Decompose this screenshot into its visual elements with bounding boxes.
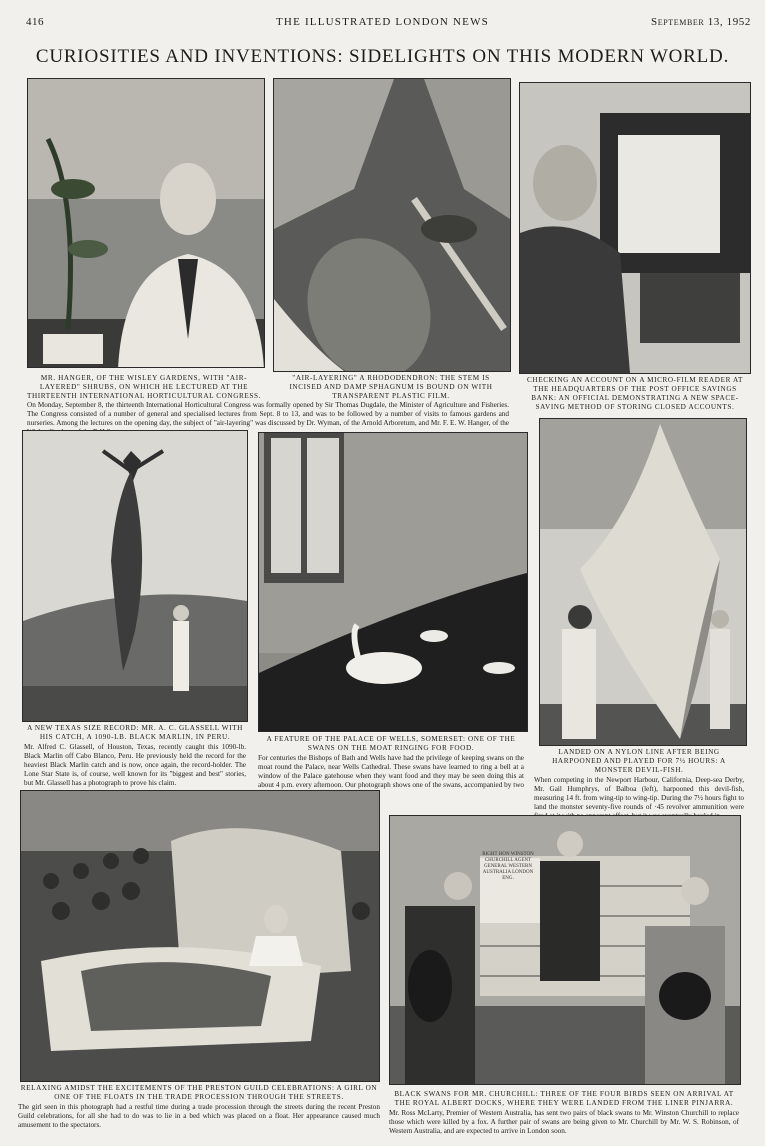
caption-swans: A FEATURE OF THE PALACE OF WELLS, SOMERSET: ONE OF THE SWANS ON THE MOAT RINGING FOR FOOD. For centuries the Bishops of Bath and Wells have had the privilege of keeping swans on the moat round the Palace, near Wells Cathedral. These swans have learned to ring a bell at a window of the Palace gatehouse when they want food and they may be seen doing this at about 4 p.m. every afternoon. Our photograph shows one of the swans, accompanied by two <box>258 735 524 789</box>
caption-congress-body: On Monday, September 8, the thirteenth International Horticultural Congress was formally opened by Sir Thomas Dugdale, the Minister of Agriculture and Fisheries. The Congress consisted of a number of general and specialised lectures from Sept. 8 to 13, and was to be followed by a number of visits to famous gardens and nurseries. Among the lectures on the opening day, the subject of "air-layering" was discussed by Dr. Wyman, of the Arnold Arboretum, and Mr. F. E. W. Hanger, of the <box>27 401 509 427</box>
photo-preston <box>20 790 380 1082</box>
page-headline: CURIOSITIES AND INVENTIONS: SIDELIGHTS ON THIS MODERN WORLD. <box>35 46 730 67</box>
photo-microfilm <box>519 82 751 374</box>
caption-microfilm: CHECKING AN ACCOUNT ON A MICRO-FILM READER AT THE HEADQUARTERS OF THE POST OFFICE SAVINGS BANK: AN OFFICIAL DEMONSTRATING A NEW SPACE-SAVING METHOD OF STORING CLOSED ACCOUNTS. <box>527 376 743 411</box>
photo-black-swans <box>389 815 741 1085</box>
crate-label: RIGHT HON WINSTON CHURCHILL AGENT GENERAL WESTERN AUSTRALIA LONDON ENG. <box>482 852 534 881</box>
caption-rhododendron: "AIR-LAYERING" A RHODODENDRON: THE STEM IS INCISED AND DAMP SPHAGNUM IS BOUND ON WITH TRANSPARENT PLASTIC FILM. <box>289 374 493 400</box>
photo-devilfish <box>539 418 747 746</box>
photo-swans <box>258 432 528 732</box>
issue-date: September 13, 1952 <box>651 16 751 28</box>
caption-hanger: MR. HANGER, OF THE WISLEY GARDENS, WITH "AIR-LAYERED" SHRUBS, ON WHICH HE LECTURED AT THE THIRTEENTH INTERNATIONAL HORTICULTURAL CONGRESS. <box>27 374 261 400</box>
caption-marlin: A NEW TEXAS SIZE RECORD: MR. A. C. GLASSELL WITH HIS CATCH, A 1090-LB. BLACK MARLIN, IN PERU. Mr. Alfred C. Glassell, of Houston, Texas, recently caught this 1090-lb. Black Marlin off Cabo Blanco, Peru. He previously held the record for the heaviest Black Marlin catch and is now, once again, the record-holder. The Lone Star State is, of course, well known for its "biggest and best" stories, but Mr. Glassell has a photograph to prove his claim. <box>24 724 246 787</box>
caption-devilfish: LANDED ON A NYLON LINE AFTER BEING HARPOONED AND PLAYED FOR 7½ HOURS: A MONSTER DEVIL-FISH. When competing in the Newport Harbour, California, Deep-sea Derby, Mr. Gail Humphrys, of Balboa (left), harpooned this devil-fish, measuring 14 ft. from wing-tip to wing-tip. During the 7½ hours fight to land the monster seventy-five rounds of ·45 revolver ammunition were <box>534 748 744 811</box>
caption-black-swans: BLACK SWANS FOR MR. CHURCHILL: THREE OF THE FOUR BIRDS SEEN ON ARRIVAL AT THE ROYAL ALBERT DOCKS, WHERE THEY WERE LANDED FROM THE LINER PINJARRA. Mr. Ross McLarty, Premier of Western Australia, has sent two pairs of black swans to Mr. Winston Churchill to replace those which were killed by a fox. A further pair of swans are being given to Mr. Churchill by Mr. W. S. Robinson, of Western Australia, and are expected to arrive in London soon. <box>389 1090 739 1135</box>
page-number: 416 <box>26 16 44 28</box>
photo-hanger <box>27 78 265 368</box>
publication-title: THE ILLUSTRATED LONDON NEWS <box>276 16 489 28</box>
photo-rhododendron <box>273 78 511 372</box>
caption-preston: RELAXING AMIDST THE EXCITEMENTS OF THE PRESTON GUILD CELEBRATIONS: A GIRL ON ONE OF THE FLOATS IN THE TRADE PROCESSION THROUGH THE STREETS. The girl seen in this photograph had a restful time during a trade procession through the streets during the recent Preston Guild celebrations, for all she had to do was to lie in a bed which was placed on a float. Her appearance caused much amusement to the spectators. <box>18 1084 380 1129</box>
photo-marlin <box>22 430 248 722</box>
